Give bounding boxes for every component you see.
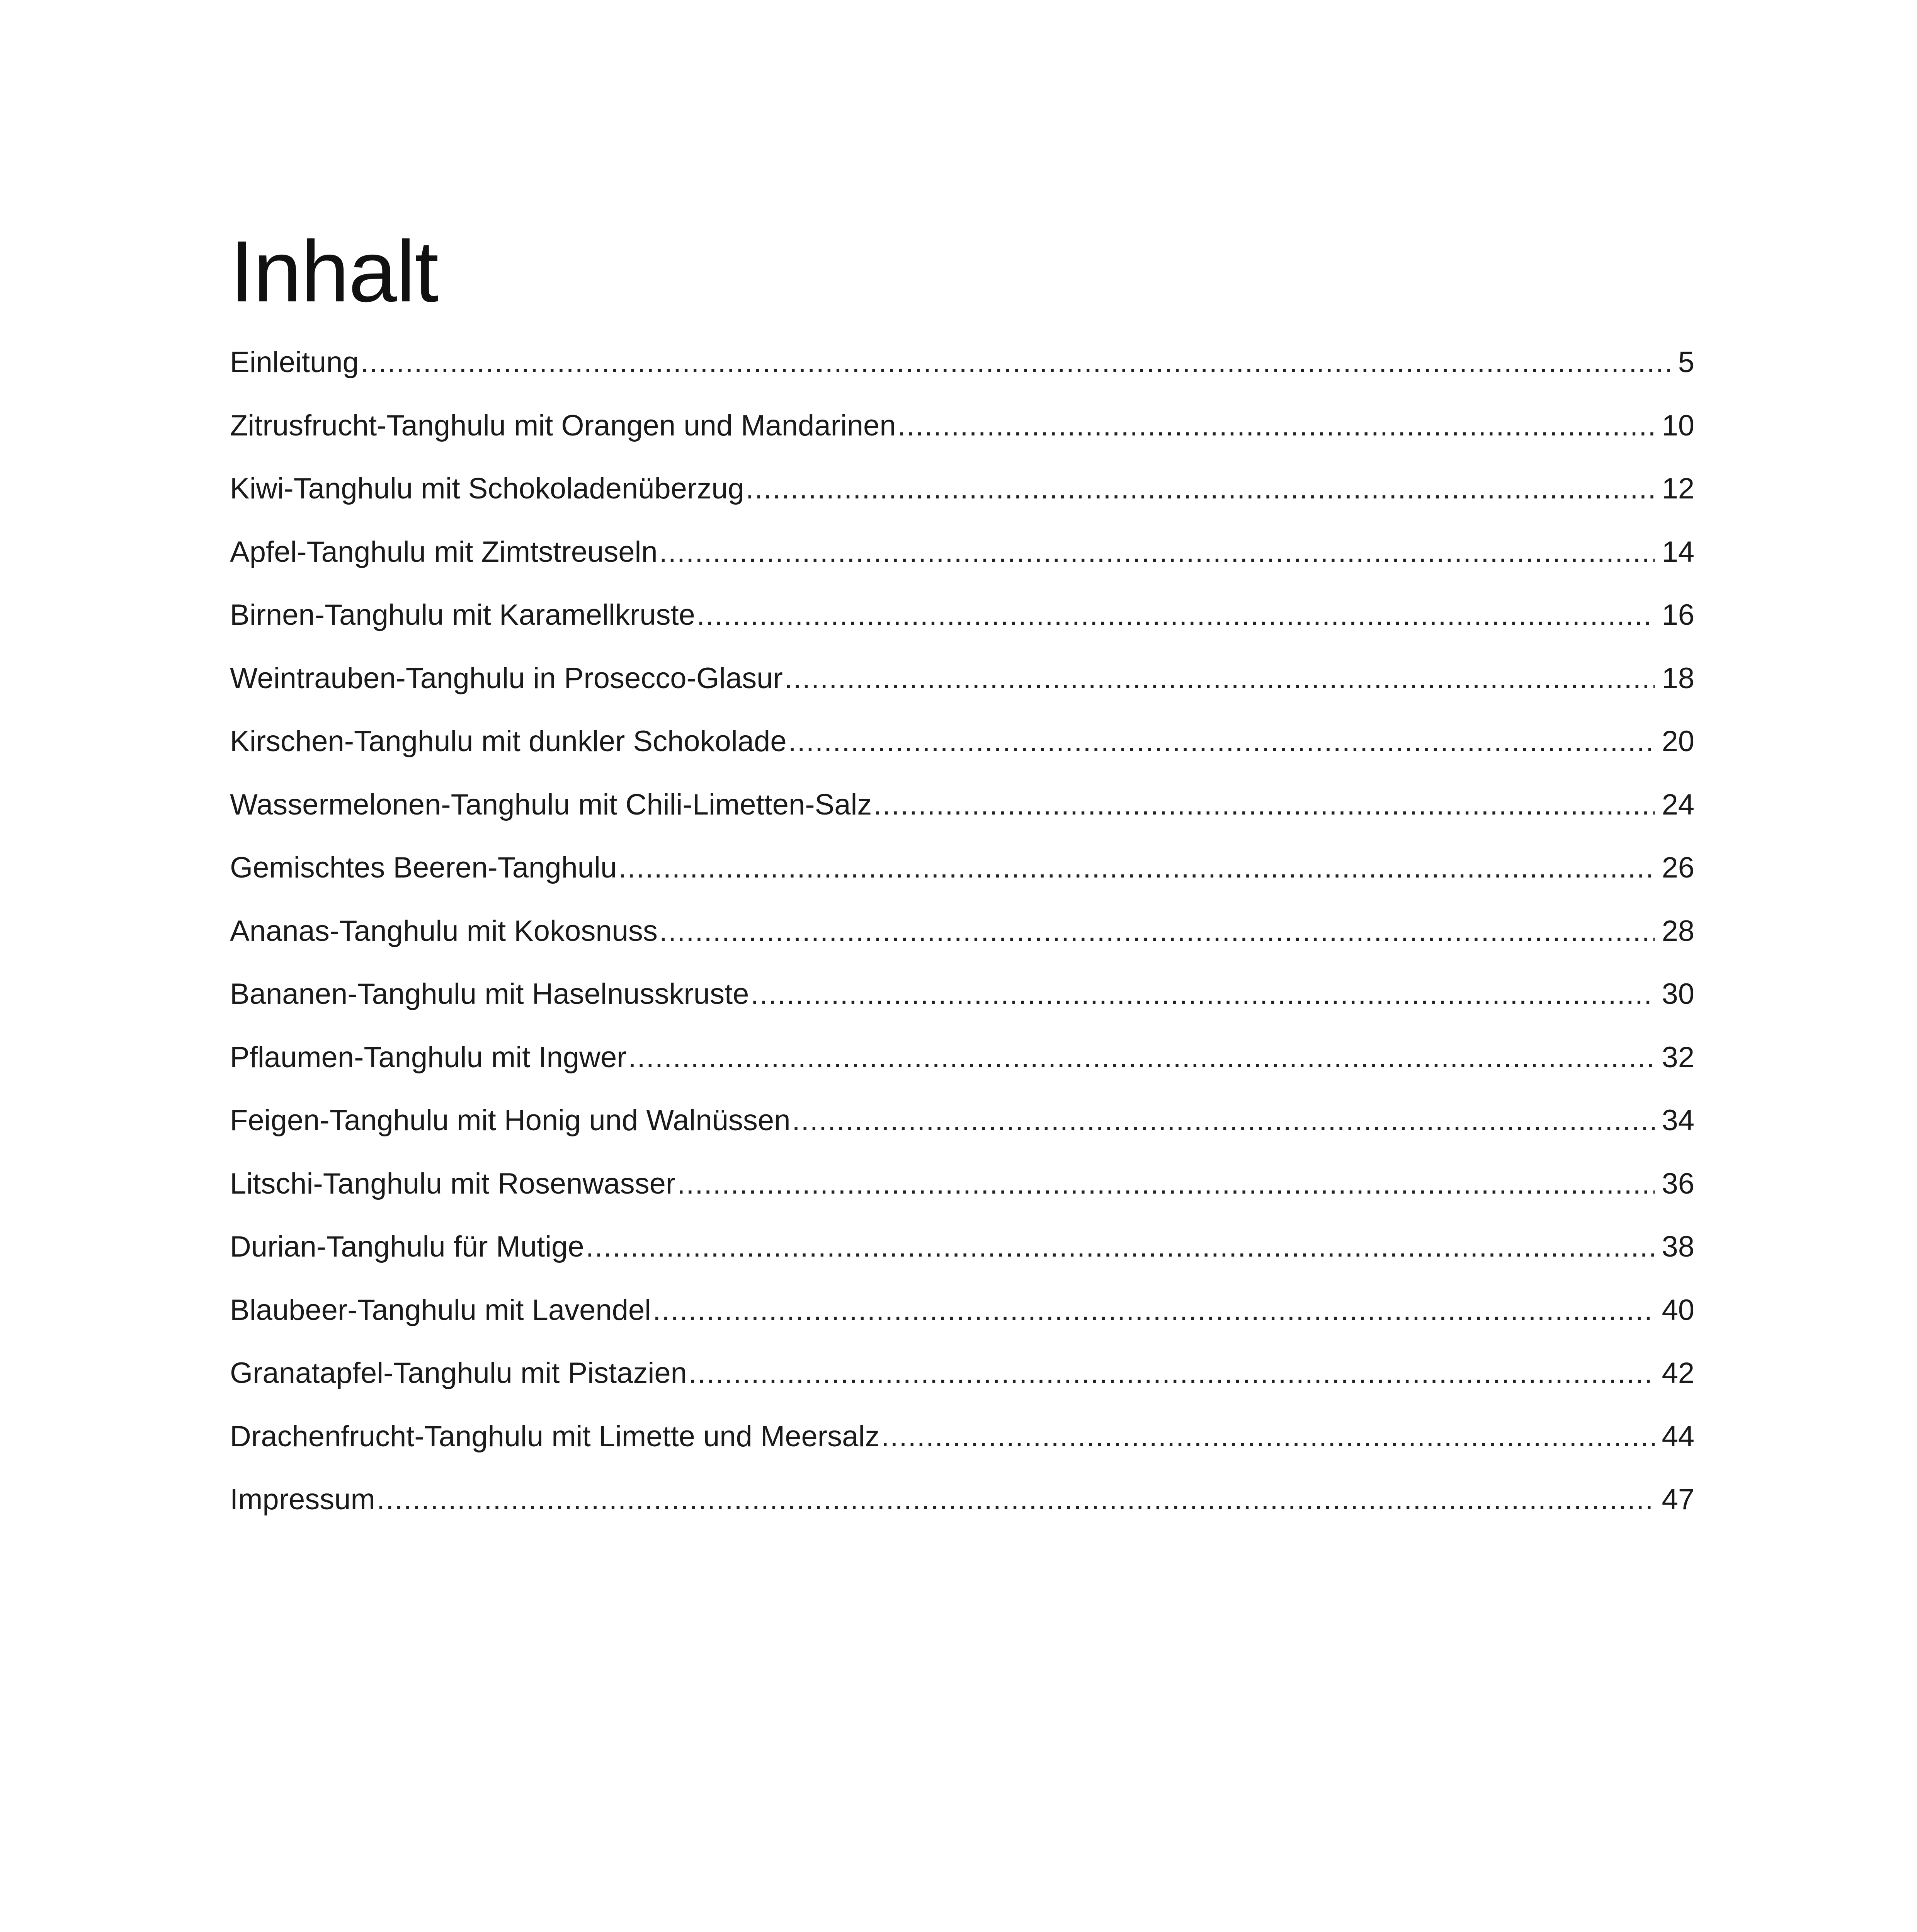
toc-entry-page: 18 — [1662, 663, 1694, 695]
toc-dot-leader — [618, 853, 1655, 883]
toc-entry-page: 24 — [1662, 790, 1694, 821]
toc-entry-litschi[interactable] — [230, 1169, 1694, 1233]
toc-dot-leader — [881, 1422, 1655, 1451]
toc-entry-wassermelonen[interactable] — [230, 790, 1694, 854]
toc-entry-label: Zitrusfrucht-Tanghulu mit Orangen und Mandarinen — [230, 411, 896, 442]
toc-dot-leader — [788, 727, 1655, 756]
toc-dot-leader — [653, 1296, 1655, 1325]
toc-entry-label: Drachenfrucht-Tanghulu mit Limette und Meersalz — [230, 1422, 880, 1453]
toc-entry-label: Apfel-Tanghulu mit Zimtstreuseln — [230, 537, 658, 568]
toc-entry-einleitung[interactable] — [230, 348, 1694, 411]
toc-dot-leader — [746, 474, 1655, 503]
toc-entry-page: 12 — [1662, 474, 1694, 505]
toc-dot-leader — [677, 1169, 1655, 1199]
toc-entry-ananas[interactable] — [230, 917, 1694, 980]
toc-entry-label: Wassermelonen-Tanghulu mit Chili-Limetten-Salz — [230, 790, 872, 821]
toc-entry-apfel[interactable] — [230, 537, 1694, 601]
toc-entry-label: Gemischtes Beeren-Tanghulu — [230, 853, 617, 884]
toc-entry-page: 30 — [1662, 980, 1694, 1010]
toc-entry-weintrauben[interactable] — [230, 664, 1694, 727]
toc-entry-page: 40 — [1662, 1295, 1694, 1327]
toc-entry-label: Kirschen-Tanghulu mit dunkler Schokolade — [230, 727, 787, 758]
toc-entry-birnen[interactable] — [230, 600, 1694, 664]
toc-entry-zitrusfrucht[interactable] — [230, 411, 1694, 474]
toc-title: Inhalt — [230, 223, 438, 320]
toc-entry-impressum[interactable] — [230, 1485, 1694, 1548]
toc-dot-leader — [697, 600, 1655, 630]
toc-entry-page: 44 — [1662, 1422, 1694, 1453]
toc-entry-label: Litschi-Tanghulu mit Rosenwasser — [230, 1169, 676, 1200]
toc-entry-page: 32 — [1662, 1043, 1694, 1074]
toc-dot-leader — [659, 917, 1655, 946]
toc-entry-label: Impressum — [230, 1485, 375, 1516]
toc-dot-leader — [361, 348, 1671, 377]
toc-dot-leader — [784, 664, 1655, 693]
toc-entry-label: Einleitung — [230, 348, 359, 379]
toc-dot-leader — [628, 1043, 1655, 1072]
toc-entry-page: 10 — [1662, 411, 1694, 442]
toc-entry-label: Bananen-Tanghulu mit Haselnusskruste — [230, 980, 749, 1010]
toc-entry-kirschen[interactable] — [230, 727, 1694, 790]
toc-dot-leader — [792, 1106, 1655, 1135]
toc-entry-granatapfel[interactable] — [230, 1359, 1694, 1422]
toc-entry-label: Feigen-Tanghulu mit Honig und Walnüssen — [230, 1106, 791, 1137]
toc-entry-label: Granatapfel-Tanghulu mit Pistazien — [230, 1359, 687, 1389]
toc-entry-page: 28 — [1662, 916, 1694, 947]
toc-entry-page: 42 — [1662, 1359, 1694, 1389]
toc-dot-leader — [873, 790, 1655, 820]
toc-entry-page: 47 — [1662, 1485, 1694, 1516]
toc-entry-page: 38 — [1662, 1232, 1694, 1263]
toc-dot-leader — [898, 411, 1655, 440]
toc-entry-durian[interactable] — [230, 1232, 1694, 1296]
toc-entry-feigen[interactable] — [230, 1106, 1694, 1169]
toc-entry-label: Pflaumen-Tanghulu mit Ingwer — [230, 1043, 627, 1074]
toc-entry-beeren[interactable] — [230, 853, 1694, 917]
toc-entry-label: Weintrauben-Tanghulu in Prosecco-Glasur — [230, 663, 783, 695]
toc-entry-label: Kiwi-Tanghulu mit Schokoladenüberzug — [230, 474, 744, 505]
toc-dot-leader — [750, 980, 1655, 1009]
toc-entry-page: 16 — [1662, 600, 1694, 631]
toc-entry-blaubeer[interactable] — [230, 1296, 1694, 1359]
toc-dot-leader — [586, 1232, 1655, 1262]
toc-dot-leader — [377, 1485, 1655, 1514]
toc-entry-drachenfrucht[interactable] — [230, 1422, 1694, 1485]
toc-entry-page: 5 — [1678, 348, 1694, 379]
toc-list — [230, 348, 1694, 1548]
toc-entry-page: 26 — [1662, 853, 1694, 884]
toc-entry-page: 34 — [1662, 1106, 1694, 1137]
toc-entry-label: Birnen-Tanghulu mit Karamellkruste — [230, 600, 695, 631]
toc-dot-leader — [689, 1359, 1655, 1388]
toc-entry-label: Ananas-Tanghulu mit Kokosnuss — [230, 916, 658, 947]
toc-entry-page: 14 — [1662, 537, 1694, 568]
toc-entry-pflaumen[interactable] — [230, 1043, 1694, 1106]
toc-dot-leader — [659, 537, 1655, 567]
toc-entry-label: Durian-Tanghulu für Mutige — [230, 1232, 584, 1263]
toc-entry-kiwi[interactable] — [230, 474, 1694, 537]
toc-entry-page: 36 — [1662, 1169, 1694, 1200]
toc-entry-label: Blaubeer-Tanghulu mit Lavendel — [230, 1295, 651, 1327]
toc-entry-bananen[interactable] — [230, 980, 1694, 1043]
toc-entry-page: 20 — [1662, 727, 1694, 758]
